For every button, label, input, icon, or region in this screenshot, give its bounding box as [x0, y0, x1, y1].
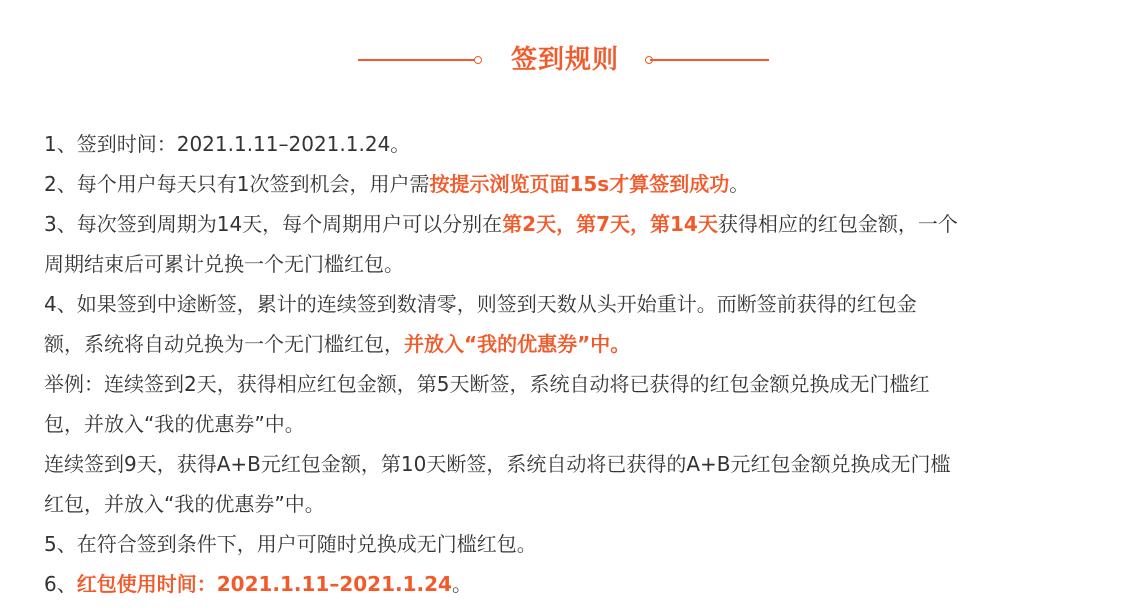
- rule-2-highlight: 按提示浏览页面15s才算签到成功: [429, 172, 730, 196]
- rules-header: [0, 40, 1127, 80]
- page-title: 签到规则: [510, 45, 619, 75]
- left-decor-line: [358, 59, 476, 61]
- rule-2-end: 。: [729, 172, 750, 196]
- rule-2: [44, 164, 1084, 204]
- example-1-text: 举例：连续签到2天，获得相应红包金额，第5天断签，系统自动将已获得的红包金额兑换成无门槛红: [44, 372, 930, 396]
- example-2-line-2: [44, 484, 1084, 524]
- rules-list: [44, 124, 1084, 604]
- example-1-text-cont: 包，并放入“我的优惠券”中。: [44, 412, 305, 436]
- rule-3: [44, 204, 1084, 244]
- rule-4-line-2: [44, 324, 1084, 364]
- rule-1: [44, 124, 1084, 164]
- rule-6: [44, 564, 1084, 604]
- example-2-text-cont: 红包，并放入“我的优惠券”中。: [44, 492, 325, 516]
- rule-4-text: 4、如果签到中途断签，累计的连续签到数清零，则签到天数从头开始重计。而断签前获得的红包金: [44, 292, 917, 316]
- rule-5: [44, 524, 1084, 564]
- rule-4: [44, 284, 1084, 324]
- rule-3-text: 3、每次签到周期为14天，每个周期用户可以分别在: [44, 212, 503, 236]
- rule-3-line-2: [44, 244, 1084, 284]
- right-decor-line: [650, 59, 769, 61]
- rule-3-text-end: 周期结束后可累计兑换一个无门槛红包。: [44, 252, 404, 276]
- rule-6-text: 6、: [44, 572, 77, 596]
- example-1-line-2: [44, 404, 1084, 444]
- rule-4-text-cont: 额，系统将自动兑换为一个无门槛红包，: [44, 332, 404, 356]
- example-2: [44, 444, 1084, 484]
- example-1: [44, 364, 1084, 404]
- left-decor-dot: [474, 56, 482, 64]
- rule-2-text: 2、每个用户每天只有1次签到机会，用户需: [44, 172, 430, 196]
- rule-6-end: 。: [451, 572, 472, 596]
- rule-4-highlight: 并放入“我的优惠券”中。: [404, 332, 631, 356]
- rule-3-highlight: 第2天，第7天，第14天: [502, 212, 718, 236]
- rule-5-text: 5、在符合签到条件下，用户可随时兑换成无门槛红包。: [44, 532, 537, 556]
- rule-6-highlight: 红包使用时间：2021.1.11–2021.1.24: [76, 572, 452, 596]
- rule-1-text: 1、签到时间：2021.1.11–2021.1.24。: [44, 132, 411, 156]
- example-2-text: 连续签到9天，获得A+B元红包金额，第10天断签，系统自动将已获得的A+B元红包金额兑换成无门槛: [44, 452, 951, 476]
- rule-3-text-cont: 获得相应的红包金额，一个: [717, 212, 958, 236]
